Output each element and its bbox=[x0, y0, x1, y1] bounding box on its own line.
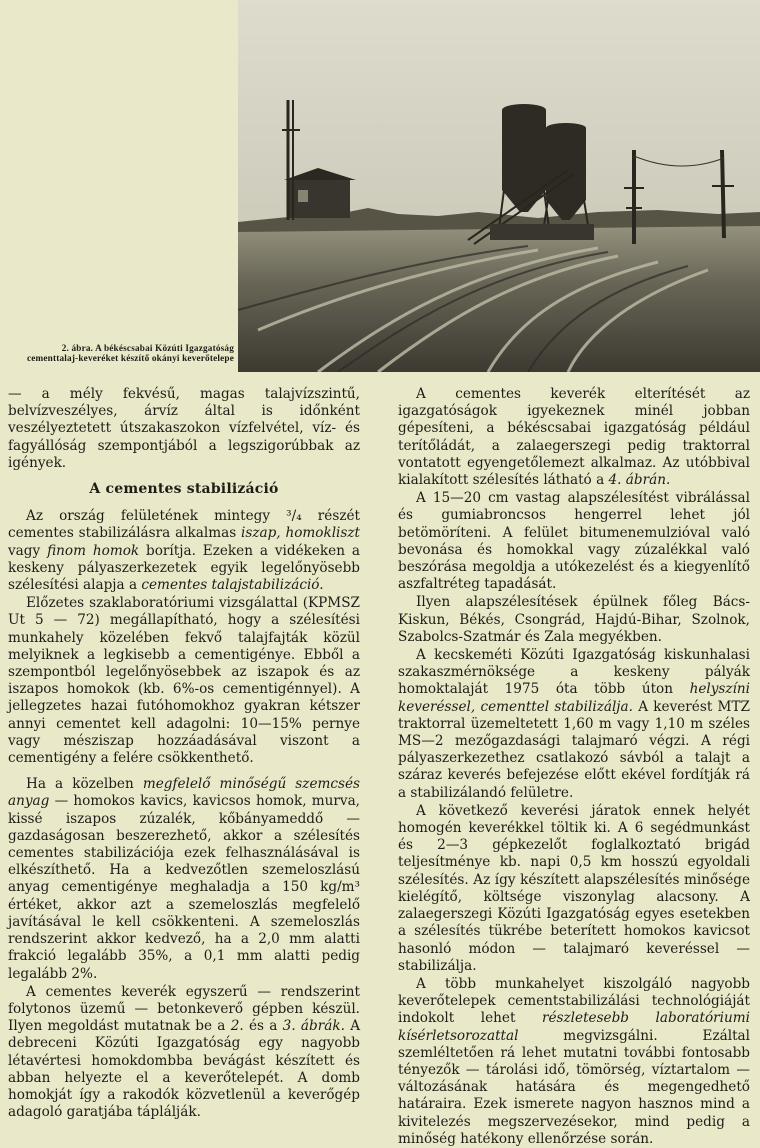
paragraph bbox=[8, 776, 360, 982]
paragraph bbox=[8, 595, 360, 767]
text-run: Ha a közelben bbox=[26, 776, 143, 793]
paragraph bbox=[398, 976, 750, 1148]
text-run: A cementes keverék egyszerű — rendszerint folytonos üzemű — betonkeverő gépben készül. Ilyen megoldást mutatnak be a bbox=[8, 983, 360, 1035]
section-heading: A cementes stabilizáció bbox=[89, 481, 279, 498]
right-column bbox=[398, 386, 750, 1148]
italic-text: finom homok bbox=[47, 542, 140, 559]
paragraph bbox=[398, 386, 750, 489]
italic-text: helyszíni keveréssel, cementtel stabilizálja. bbox=[398, 681, 750, 715]
text-run: A következő keverési járatok ennek helyét homogén keverékkel töltik ki. A 6 segédmunkást és 2—3 gépkezelőt foglalkoztató brigád teljesítménye kb. napi 0,5 km hosszú egyoldali szélesítés. Az így készített alapszélesítés minősége kielégítő, költsége viszonylag alacsony. A zalaegerszegi Közúti Igazgatóság egyes esetekben a szélesítés tükrébe beterített homokos kavicsot hasonló módon — talajmaró keveréssel — stabilizálja. bbox=[398, 802, 750, 974]
italic-text: megfelelő minőségű szemcsés anyag bbox=[8, 776, 360, 810]
paragraph bbox=[398, 594, 750, 646]
text-run: Az ország felületének mintegy ³/₄ részét cementes stabilizálásra alkalmas bbox=[8, 508, 360, 542]
text-run: A keverést MTZ traktorral üzemeltetett 1,60 m vagy 1,10 m széles MS—2 mezőgazdasági talajmaró végzi. A régi pályaszerkezethez csatlakozó sávból a talajt a száraz keverés befejezése előtt ekével fordítják rá a stabilizálandó felületre. bbox=[398, 698, 750, 801]
text-run: és a bbox=[243, 1018, 283, 1035]
text-run: Előzetes szaklaboratóriumi vizsgálattal (KPMSZ Ut 5 — 72) megállapítható, hogy a szélesítési munkahely közelében fekvő talajfajták közül melyiknek a legkisebb a cementigénye. Ebből a szempontból legelőnyösebbek az iszapok és az iszapos homokok (kb. 6%-os cementigénnyel). A jellegzetes hazai futóhomokhoz gyakran kétszer annyi cementet kell adagolni: 10—15% pernye vagy mésziszap hozzáadásával viszont a cementigény a felére csökkenthető. bbox=[8, 595, 360, 767]
text-run: — a mély fekvésű, magas talajvízszintű, belvízveszélyes, árvíz által is időnként veszélyeztetett útszakaszokon vízfelvétel, víz- és fagyállóság szempontjából a legszigorúbbak az igények. bbox=[8, 386, 360, 471]
paragraph bbox=[8, 386, 360, 472]
figure-photo-mixing-plant bbox=[238, 0, 760, 372]
text-run: megvizsgálni. Ezáltal szemléltetően rá lehet mutatni további fontosabb tényezők — tárolási idő, tömörség, víztartalom — változásának hatására és megengedhető határaira. Ezek ismerete nagyon hasznos mind a kivitelezés megszervezésekor, mind pedig a minőség hatékony ellenőrzése során. bbox=[398, 1027, 750, 1147]
text-run: A 15—20 cm vastag alapszélesítést vibrálással és gumiabroncsos hengerrel lehet jól betömöríteni. A felület bitumenemulzióval való bevonása és homokkal vagy zúzalékkal való beszórása megoldja a utókezelést és a kiegyenlítő aszfaltréteg tapadását. bbox=[398, 490, 750, 593]
paragraph bbox=[398, 647, 750, 802]
text-run: borítja. Ezeken a vidékeken a keskeny pályaszerkezetek egyik legelőnyösebb szélesítési alapja a bbox=[8, 542, 360, 594]
text-run: — homokos kavics, kavicsos homok, murva, kissé iszapos zúzalék, kőbányameddő — gazdaságosan beszerezhető, akkor a szélesítés cementes stabilizációja ezek felhasználásával is elkészíthető. Ha a kedvezőtlen szemeloszlású anyag cementigénye meghaladja a 150 kg/m³ értéket, akkor azt a szemeloszlás megfelelő javításával le kell csökkenteni. A szemeloszlás rendszerint akkor kedvező, ha a 2,0 mm alatti frakció legalább 35%, a 0,1 mm alatti pedig legalább 2%. bbox=[8, 793, 360, 982]
italic-text: 2. bbox=[230, 1018, 244, 1035]
paragraph bbox=[398, 803, 750, 975]
italic-text: 4. ábrán. bbox=[608, 472, 671, 489]
figure-caption: 2. ábra. A békéscsabai Közúti Igazgatóság cementtalaj-keveréket készítő okányi keverőtelepe bbox=[26, 343, 234, 363]
text-run: A kecskeméti Közúti Igazgatóság kiskunhalasi szakaszmérnöksége a keskeny pályák homoktalaját 1975 óta több úton bbox=[398, 647, 750, 698]
italic-text: iszap, homokliszt bbox=[241, 525, 361, 542]
italic-text: részletesebb laboratóriumi kísérletsorozattal bbox=[398, 1010, 750, 1044]
italic-text: cementes talajstabilizáció. bbox=[141, 577, 324, 594]
text-run: A több munkahelyet kiszolgáló nagyobb keverőtelepek cementstabilizálási technológiáját indokolt lehet bbox=[398, 975, 750, 1027]
paragraph bbox=[8, 984, 360, 1122]
paragraph bbox=[398, 490, 750, 593]
text-run: vagy bbox=[8, 542, 48, 559]
text-run: A debreceni Közúti Igazgatóság egy nagyobb létavértesi homokdombba bevágást készített és abban helyezte el a keverőtelepét. A domb homokját így a rakodók közvetlenül a keverőgép adagoló garatjába táplálják. bbox=[8, 1018, 361, 1121]
italic-text: 3. ábrák. bbox=[282, 1018, 345, 1035]
text-run: A cementes keverék elterítését az igazgatóságok igyekeznek minél jobban gépesíteni, a békéscsabai igazgatóság például terítőládát, a zalaegerszegi pedig traktorral vontatott egyengetőlemezt alkalmaz. Az utóbbival kialakított szélesítés látható a bbox=[398, 386, 750, 489]
paragraph bbox=[8, 508, 360, 594]
left-column bbox=[8, 386, 360, 1121]
text-run: Ilyen alapszélesítések épülnek főleg Bács-Kiskun, Békés, Csongrád, Hajdú-Bihar, Szolnok, Szabolcs-Szatmár és Zala megyékben. bbox=[398, 594, 750, 645]
